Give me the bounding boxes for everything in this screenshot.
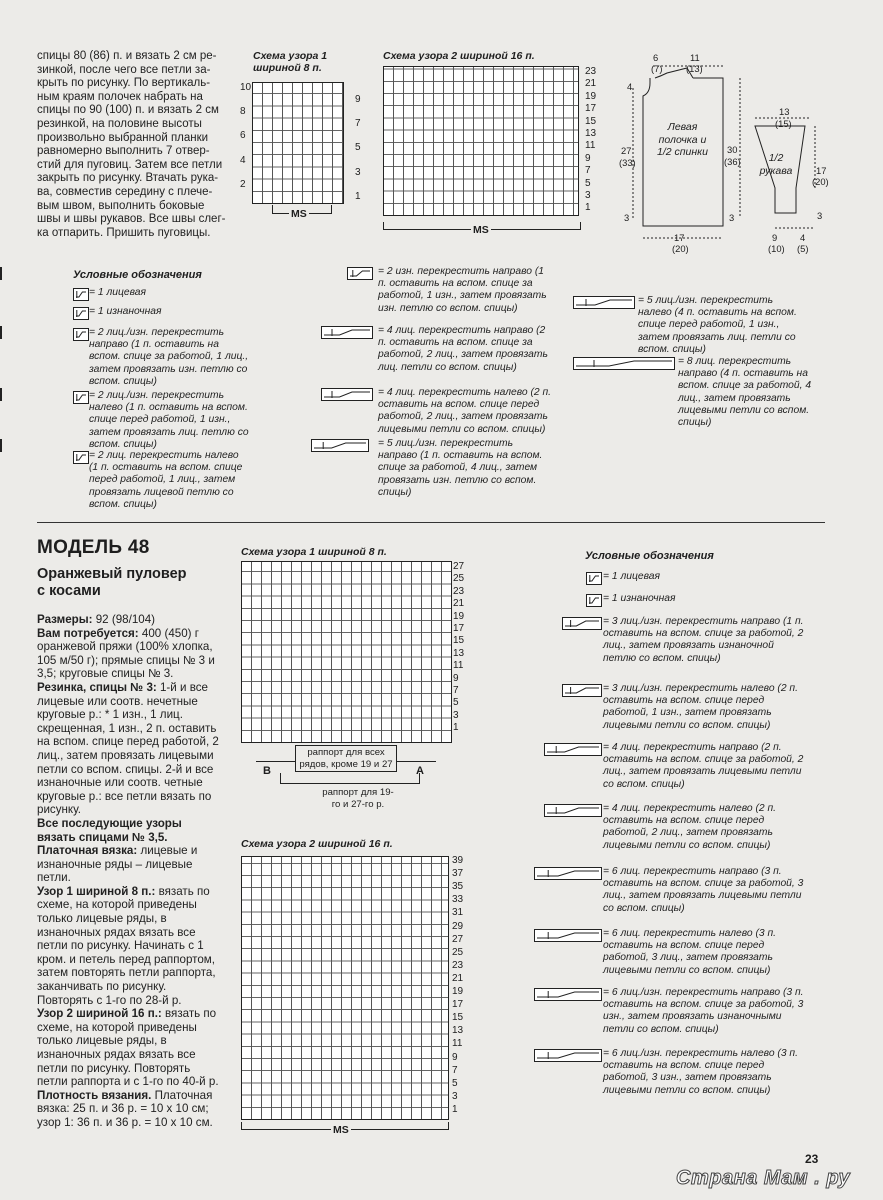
legend-top-symbol-icon	[73, 328, 89, 341]
chart-a-row-number: 7	[453, 685, 459, 696]
garment-pattern-diagram	[615, 48, 830, 258]
model-paragraph	[37, 885, 219, 1007]
chart-a-label-a: A	[416, 765, 424, 777]
chart-b-row-number: 19	[452, 986, 464, 997]
pattern-sleeve-label: 1/2 рукава	[759, 152, 793, 177]
chart-a-title: Схема узора 1 шириной 8 п.	[241, 546, 387, 558]
chart-b-row-number: 21	[452, 972, 464, 984]
legend-bottom-symbol-icon	[562, 617, 602, 630]
legend-top-right-item: = 5 лиц./изн. перекрестить налево (4 п. оставить на вспом. спице перед работой, 1 изн., затем провязать лиц. петли со вспом. спицы)	[638, 295, 797, 355]
chart-a-row-number: 1	[453, 722, 459, 734]
chart-b-row-number: 37	[452, 868, 464, 880]
chart-b-row-number: 3	[452, 1090, 458, 1102]
legend-top-mid-symbol-icon	[321, 388, 373, 401]
top-text-line: вым швом, выполнить боковые	[37, 199, 205, 212]
pattern-dimension: 3	[729, 212, 735, 223]
chart-a-row-number: 5	[453, 697, 459, 709]
legend-top-mid-symbol-icon	[0, 439, 2, 452]
legend-top-item: = 1 изнаночная	[89, 306, 162, 317]
chart-a-row-number: 9	[453, 672, 459, 684]
section-divider	[37, 522, 825, 523]
legend-bottom-item: = 6 лиц. перекрестить направо (3 п. оставить на вспом. спице за работой, 3 лиц., затем провязать лицевыми петли со вспом. спицы)	[603, 866, 804, 914]
pattern-dimension: 4	[627, 81, 633, 92]
chart-b-row-number: 25	[452, 946, 464, 958]
pattern-front-label: Левая полочка и 1/2 спинки	[657, 121, 708, 158]
chart-a-row-number: 17	[453, 623, 465, 634]
model-paragraph-text: 400 (450) г оранжевой пряжи (100% хлопка, 105 м/50 г); прямые спицы № 3 и 3,5; круговые спицы № 3.	[37, 626, 215, 681]
pattern-dimension: 6	[653, 52, 659, 63]
top-chart1-row-number: 5	[355, 142, 361, 154]
chart-b-row-number: 17	[452, 999, 464, 1011]
legend-bottom-symbol-icon	[562, 684, 602, 697]
chart-b-row-number: 15	[452, 1012, 464, 1024]
chart-a-rapport-box: раппорт для всех рядов, кроме 19 и 27	[295, 745, 397, 772]
top-chart2-row-number: 21	[585, 78, 597, 90]
top-chart2-row-number: 13	[585, 128, 597, 139]
legend-top-item: = 1 лицевая	[89, 287, 146, 298]
top-text-line: ва, совместив середину с плече-	[37, 185, 213, 198]
top-text-line: равномерно выполнить 7 отвер-	[37, 145, 210, 158]
pattern-dimension: 4	[800, 232, 806, 243]
legend-bottom-symbol-icon	[586, 594, 602, 607]
legend-bottom-symbol-icon	[534, 929, 602, 942]
top-text-line: произвольно выбранной планки	[37, 131, 209, 144]
model-paragraph-bold: Узор 2 шириной 16 п.:	[37, 1007, 162, 1021]
legend-bottom-item: = 6 лиц. перекрестить налево (3 п. оставить на вспом. спице перед работой, 3 лиц., затем провязать лицевыми петли со вспом. спицы)	[603, 928, 777, 976]
legend-bottom-item: = 6 лиц./изн. перекрестить налево (3 п. оставить на вспом. спице перед работой, 3 изн., затем провязать лицевыми петли со вспом. спицы)	[603, 1048, 798, 1096]
pattern-dimension: 3	[817, 210, 823, 221]
legend-bottom-item: = 1 изнаночная	[603, 593, 676, 604]
legend-top-mid-symbol-icon	[311, 439, 369, 452]
model-subtitle-line2: с косами	[37, 583, 101, 599]
legend-top-symbol-icon	[73, 307, 89, 320]
chart-b-row-number: 27	[452, 933, 464, 945]
chart-b-row-number: 9	[452, 1051, 458, 1063]
legend-top-mid-symbol-icon	[0, 267, 2, 280]
pattern-dimension: (5)	[797, 243, 809, 254]
top-chart1-row-number: 4	[240, 154, 246, 166]
top-text-line: крыть по рисунку. По вертикаль-	[37, 77, 211, 90]
pattern-dimension: 11	[690, 52, 700, 63]
legend-top-mid-item: = 4 лиц. перекрестить направо (2 п. оставить на вспом. спице за работой, 2 лиц., затем провязать лиц. петли со вспом. спицы)	[378, 325, 548, 373]
top-chart1-row-number: 8	[240, 106, 246, 118]
model-heading: МОДЕЛЬ 48	[37, 537, 150, 558]
chart-b-row-number: 29	[452, 920, 464, 932]
chart-b-row-number: 1	[452, 1103, 458, 1115]
top-text-block	[37, 50, 237, 240]
top-chart2-grid	[383, 66, 579, 216]
chart-b-row-number: 39	[452, 855, 464, 866]
pattern-dimension: (20)	[812, 176, 829, 187]
top-text-line: швы и швы рукавов. Все швы слег-	[37, 213, 226, 226]
model-paragraph-text: 1-й и все лицевые или соотв. нечетные круговые р.: * 1 изн., 1 лиц. скрещенная, 1 изн., 2 п. оставить на вспом. спице перед работой, 2 лиц., затем провязать лицевыми петли со вспом. спицы. 2-й и все изнаночные или соотв. четные круговые р.: все петли вязать по рисунку.	[37, 680, 219, 817]
chart-a-row-number: 27	[453, 561, 465, 572]
legend-top-item: = 2 лиц. перекрестить налево (1 п. оставить на вспом. спице перед работой, 1 лиц., затем провязать лицевой петлю со вспом. спицы)	[89, 450, 243, 510]
pattern-dimension: 30	[727, 144, 738, 155]
chart-b-row-number: 11	[452, 1038, 463, 1050]
site-watermark: Страна Мам . ру	[676, 1167, 851, 1189]
model-paragraph	[37, 613, 219, 627]
chart-a-row-number: 19	[453, 610, 465, 622]
legend-bottom-item: = 3 лиц./изн. перекрестить налево (2 п. оставить на вспом. спице перед работой, 1 изн., затем провязать лицевыми петли со вспом. спицы)	[603, 683, 798, 731]
pattern-dimension: (33)	[619, 157, 636, 168]
model-paragraph	[37, 627, 219, 681]
top-chart1-row-number: 3	[355, 166, 361, 178]
chart-a-rapport2-bracket	[280, 773, 420, 784]
legend-bottom-item: = 4 лиц. перекрестить налево (2 п. оставить на вспом. спице перед работой, 2 лиц., затем провязать лицевыми петли со вспом. спицы)	[603, 803, 777, 851]
legend-bottom-title: Условные обозначения	[585, 550, 714, 562]
legend-top-mid-item: = 5 лиц./изн. перекрестить направо (1 п. оставить на вспом. спице за работой, 4 лиц., затем провязать изн. петлю со вспом. спицы)	[378, 438, 543, 498]
pattern-dimension: 9	[772, 232, 778, 243]
top-chart1-row-number: 10	[240, 82, 252, 93]
legend-bottom-item: = 6 лиц./изн. перекрестить направо (3 п. оставить на вспом. спице за работой, 3 изн., затем провязать изнаночными петли со вспом. спицы)	[603, 987, 804, 1035]
legend-top-symbol-icon	[73, 288, 89, 301]
model-paragraph-bold: Платочная вязка:	[37, 844, 138, 858]
legend-top-item: = 2 лиц./изн. перекрестить направо (1 п. оставить на вспом. спице за работой, 1 лиц., затем провязать изн. петлю со вспом. спицы)	[89, 327, 249, 387]
pattern-dimension: 17	[816, 165, 827, 176]
legend-top-symbol-icon	[73, 451, 89, 464]
pattern-dimension: 13	[779, 106, 790, 117]
chart-a-row-number: 11	[453, 660, 464, 672]
legend-top-title: Условные обозначения	[73, 269, 202, 281]
model-paragraph-bold: Все последующие узоры вязать спицами № 3,5.	[37, 816, 182, 844]
chart-a-row-number: 25	[453, 573, 465, 585]
model-subtitle	[37, 566, 187, 600]
top-chart2-row-number: 11	[585, 140, 596, 152]
chart-a-rapport2-text: раппорт для 19-го и 27-го р.	[322, 787, 394, 810]
chart-b-ms-label: MS	[333, 1124, 349, 1136]
top-chart1-title	[253, 50, 327, 74]
legend-bottom-item: = 4 лиц. перекрестить направо (2 п. оставить на вспом. спице за работой, 2 лиц., затем провязать лицевыми петли со вспом. спицы)	[603, 742, 804, 790]
top-text-line: спицы по 90 (100) п. и вязать 2 см	[37, 104, 219, 117]
model-paragraph-bold: Плотность вязания.	[37, 1088, 152, 1102]
top-text-line: резинкой, на половине высоты	[37, 117, 202, 130]
legend-top-right-symbol-icon	[573, 357, 675, 370]
pattern-dimension: 27	[621, 145, 632, 156]
legend-bottom-symbol-icon	[586, 572, 602, 585]
chart-b-title: Схема узора 2 шириной 16 п.	[241, 838, 393, 850]
top-chart1-grid	[252, 82, 344, 204]
legend-bottom-symbol-icon	[534, 867, 602, 880]
top-chart2-row-number: 15	[585, 115, 597, 127]
chart-b-row-number: 13	[452, 1025, 464, 1037]
chart-a-row-number: 23	[453, 585, 465, 597]
legend-bottom-symbol-icon	[534, 1049, 602, 1062]
model-paragraph-bold: Размеры:	[37, 613, 93, 626]
top-chart2-row-number: 17	[585, 103, 597, 115]
pattern-dimension: (10)	[768, 243, 785, 254]
chart-b-row-number: 23	[452, 959, 464, 971]
model-paragraph-bold: Вам потребуется:	[37, 626, 139, 640]
legend-top-mid-symbol-icon	[347, 267, 373, 280]
pattern-dimension: (7)	[651, 63, 663, 74]
top-chart1-row-number: 7	[355, 118, 361, 130]
legend-bottom-symbol-icon	[534, 988, 602, 1001]
model-paragraph-text: 92 (98/104)	[92, 613, 156, 626]
chart-a-row-number: 13	[453, 647, 465, 659]
top-chart2-row-number: 1	[585, 202, 591, 214]
pattern-dimension: 3	[624, 212, 630, 223]
model-paragraph	[37, 817, 219, 844]
legend-bottom-symbol-icon	[544, 743, 602, 756]
legend-bottom-item: = 3 лиц./изн. перекрестить направо (1 п. оставить на вспом. спице за работой, 2 лиц., затем провязать изнаночной петлю со вспом. спицы)	[603, 616, 804, 664]
legend-bottom-symbol-icon	[544, 804, 602, 817]
top-text-line: зинкой, после чего все петли за-	[37, 63, 211, 76]
model-paragraph-bold: Узор 1 шириной 8 п.:	[37, 884, 156, 898]
top-chart2-row-number: 9	[585, 152, 591, 164]
top-text-line: спицы 80 (86) п. и вязать 2 см ре-	[37, 50, 217, 62]
chart-b-row-number: 31	[452, 907, 464, 919]
legend-top-mid-item: = 4 лиц. перекрестить налево (2 п. оставить на вспом. спице перед работой, 2 лиц., затем провязать лицевыми петли со вспом. спицы)	[378, 387, 552, 435]
chart-b-row-number: 5	[452, 1077, 458, 1089]
pattern-dimension: (20)	[672, 243, 689, 254]
page-number: 23	[805, 1152, 819, 1166]
model-paragraph-bold: Резинка, спицы № 3:	[37, 680, 157, 694]
model-paragraph	[37, 681, 219, 817]
chart-a-label-b: B	[263, 765, 271, 777]
legend-top-symbol-icon	[73, 391, 89, 404]
top-chart1-title-line1: Схема узора 1	[253, 50, 328, 62]
legend-top-mid-item: = 2 изн. перекрестить направо (1 п. оставить на вспом. спице за работой, 1 изн., затем провязать изн. петлю со вспом. спицы)	[378, 266, 547, 314]
legend-top-mid-symbol-icon	[0, 326, 2, 339]
top-chart2-row-number: 5	[585, 177, 591, 189]
chart-b-grid	[241, 856, 449, 1120]
model-paragraph-text: вязать по схеме, на которой приведены только лицевые ряды, в изнаночных рядах вязать все петли по рисунку. Повторять петли раппорта и с 1-го по 40-й р.	[37, 1007, 219, 1089]
chart-a-row-number: 3	[453, 709, 459, 721]
model-subtitle-line1: Оранжевый пуловер	[37, 566, 187, 582]
top-chart1-ms-label: MS	[291, 208, 307, 220]
top-chart1-title-line2: шириной 8 п.	[253, 62, 322, 74]
pattern-dimension: (36)	[724, 156, 741, 167]
legend-top-right-symbol-icon	[573, 296, 635, 309]
model-paragraph	[37, 1089, 219, 1130]
model-paragraph-text: вязать по схеме, на которой приведены только лицевые ряды, в изнаночных рядах вязать все петли по рисунку. Начинать с 1 кром. и петель перед раппортом, затем повторять петли раппорта, заканчивать по рисунку. Повторять с 1-го по 28-й р.	[37, 884, 216, 1007]
chart-b-row-number: 35	[452, 881, 464, 893]
legend-top-mid-symbol-icon	[321, 326, 373, 339]
legend-top-mid-symbol-icon	[0, 388, 2, 401]
top-chart2-row-number: 19	[585, 90, 597, 102]
top-chart2-row-number: 3	[585, 190, 591, 201]
pattern-dimension: (13)	[686, 63, 703, 74]
chart-a-grid	[241, 561, 452, 743]
chart-a-row-number: 21	[453, 598, 465, 610]
chart-b-row-number: 33	[452, 894, 464, 906]
model-paragraph	[37, 1007, 219, 1089]
pattern-dimension: 17	[674, 232, 685, 243]
top-chart1-row-number: 1	[355, 190, 361, 202]
chart-b-row-number: 7	[452, 1064, 458, 1076]
model-paragraph-text: Платочная вязка: 25 п. и 36 р. = 10 х 10 см; узор 1: 36 п. и 36 р. = 10 х 10 см.	[37, 1088, 213, 1129]
legend-bottom-item: = 1 лицевая	[603, 571, 660, 582]
top-chart1-row-number: 6	[240, 130, 246, 142]
top-chart1-row-number: 2	[240, 178, 246, 190]
legend-top-right-item: = 8 лиц. перекрестить направо (4 п. оставить на вспом. спице за работой, 4 лиц., затем провязать лицевыми петли со вспом. спицы)	[678, 356, 812, 429]
model-instructions	[37, 613, 219, 1130]
top-chart2-row-number: 7	[585, 165, 591, 177]
top-chart2-row-number: 23	[585, 66, 597, 77]
model-paragraph-text: лицевые и изнаночные ряды – лицевые петли.	[37, 844, 198, 885]
top-text-line: ным краям полочек набрать на	[37, 90, 203, 103]
chart-a-row-number: 15	[453, 635, 465, 647]
top-text-line: ка отпарить. Пришить пуговицы.	[37, 226, 211, 239]
legend-top-item: = 2 лиц./изн. перекрестить налево (1 п. оставить на вспом. спице перед работой, 1 изн., затем провязать лиц. петлю со вспом. спицы)	[89, 390, 249, 450]
top-chart2-ms-label: MS	[473, 224, 489, 236]
top-text-line: закрыть по рисунку. Втачать рука-	[37, 172, 219, 185]
top-chart1-row-number: 9	[355, 94, 361, 105]
pattern-dimension: (15)	[775, 118, 792, 129]
top-chart2-title: Схема узора 2 шириной 16 п.	[383, 50, 535, 62]
model-paragraph	[37, 844, 219, 885]
top-text-line: стий для пуговиц. Затем все петли	[37, 158, 223, 171]
